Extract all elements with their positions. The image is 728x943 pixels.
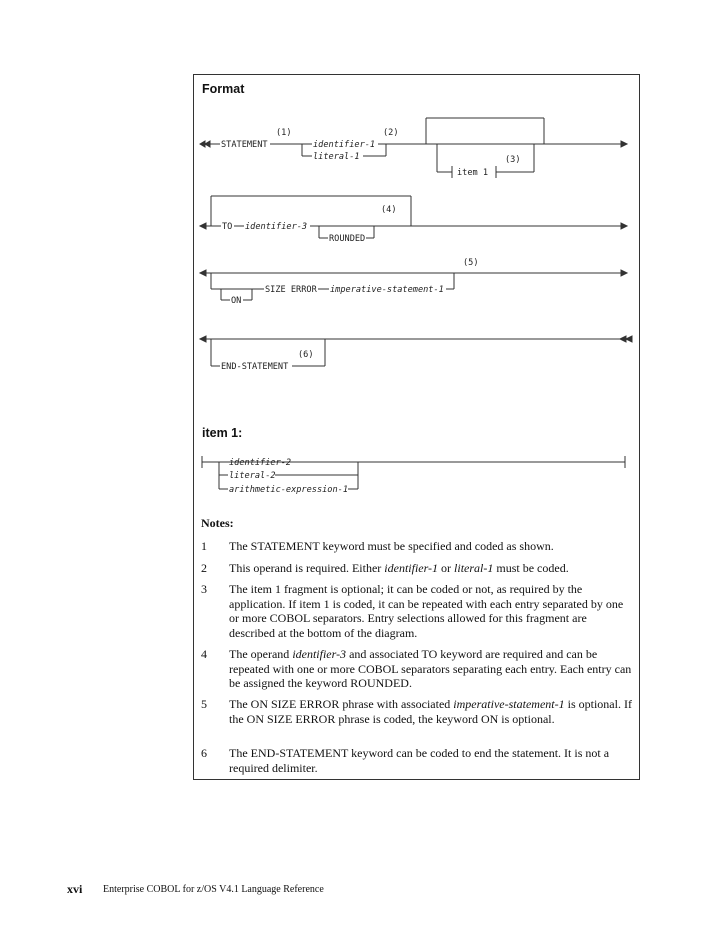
note-text: The END-STATEMENT keyword can be coded to end the statement. It is not a required delimiter.	[229, 746, 610, 775]
note-marker-5: (5)	[463, 258, 479, 268]
note-text: The STATEMENT keyword must be specified and coded as shown.	[229, 539, 554, 553]
keyword-on: ON	[231, 296, 242, 306]
note-text: This operand is required. Either identifier-1 or literal-1 must be coded.	[229, 561, 569, 575]
note-marker-6: (6)	[298, 350, 314, 360]
var-literal-2: literal-2	[229, 471, 276, 481]
item1-heading: item 1:	[202, 426, 243, 440]
notes-title: Notes:	[201, 516, 234, 530]
keyword-rounded: ROUNDED	[329, 234, 366, 244]
note-marker-1: (1)	[276, 128, 292, 138]
row-size-error	[200, 258, 627, 306]
row-statement	[200, 118, 627, 178]
keyword-end-statement: END-STATEMENT	[221, 362, 289, 372]
keyword-to: TO	[222, 222, 233, 232]
note-marker-2: (2)	[383, 128, 399, 138]
item1-fragment	[202, 456, 625, 495]
var-literal-1: literal-1	[313, 152, 360, 162]
var-imperative-statement-1: imperative-statement-1	[330, 285, 444, 295]
note-marker-3: (3)	[505, 155, 521, 165]
var-identifier-3: identifier-3	[245, 222, 308, 232]
var-identifier-1: identifier-1	[313, 140, 376, 150]
row-end-statement	[200, 336, 632, 372]
fragment-item-1: item 1	[457, 168, 489, 178]
var-arithmetic-expression-1: arithmetic-expression-1	[229, 485, 348, 495]
book-title: Enterprise COBOL for z/OS V4.1 Language Reference	[103, 884, 324, 895]
note-number: 1	[201, 539, 207, 553]
note-number: 4	[201, 647, 207, 661]
note-marker-4: (4)	[381, 205, 397, 215]
var-identifier-2: identifier-2	[229, 458, 292, 468]
note-number: 5	[201, 697, 207, 711]
note-number: 3	[201, 582, 207, 596]
page-number: xvi	[67, 882, 83, 896]
keyword-statement: STATEMENT	[221, 140, 268, 150]
note-text: The ON SIZE ERROR phrase with associated imperative-statement-1 is optional. If the ON SIZE ERROR phrase is coded, the keyword ON is optional.	[229, 697, 632, 726]
row-to	[200, 196, 627, 244]
note-text: The operand identifier-3 and associated TO keyword are required and can be repeated with one or more COBOL separators separating each entry. Each entry can be assigned the keyword ROUNDED.	[229, 647, 632, 691]
note-number: 6	[201, 746, 207, 760]
note-number: 2	[201, 561, 207, 575]
note-text: The item 1 fragment is optional; it can be coded or not, as required by the application. If item 1 is coded, it can be repeated with each entry separated by one or more COBOL separators. Entry selections allowed for this fragment are described at the bottom of the diagram.	[229, 582, 624, 640]
keyword-size-error: SIZE ERROR	[265, 285, 317, 295]
format-heading: Format	[202, 82, 245, 96]
